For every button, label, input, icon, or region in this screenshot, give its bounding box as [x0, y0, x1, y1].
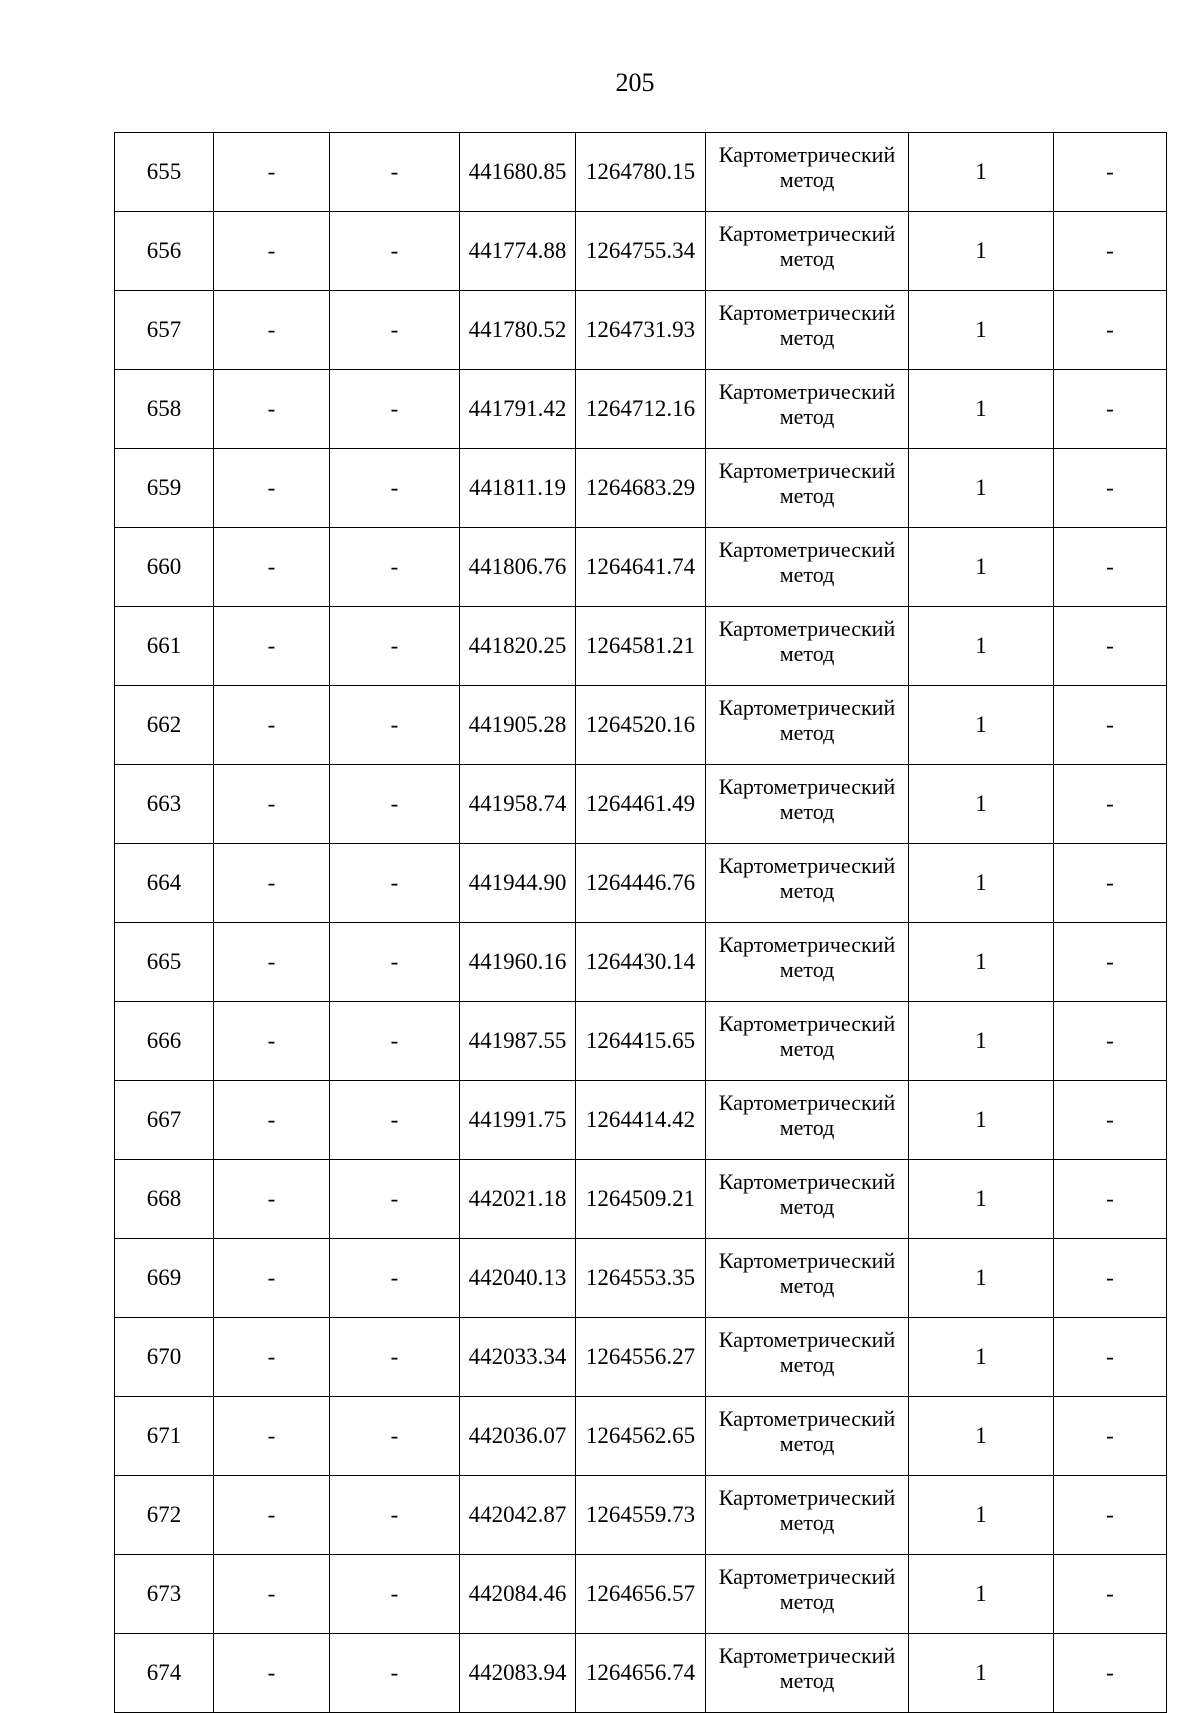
x-coordinate-cell: 441960.16 — [460, 923, 576, 1002]
empty-cell: - — [330, 133, 460, 212]
empty-cell: - — [330, 370, 460, 449]
empty-cell: - — [330, 449, 460, 528]
x-coordinate-cell: 441791.42 — [460, 370, 576, 449]
empty-cell: - — [214, 686, 330, 765]
point-number-cell: 662 — [115, 686, 214, 765]
description-cell: - — [1054, 1634, 1167, 1713]
empty-cell: - — [330, 607, 460, 686]
table-body — [115, 133, 1167, 1713]
accuracy-cell: 1 — [909, 1397, 1054, 1476]
empty-cell: - — [330, 1081, 460, 1160]
y-coordinate-cell: 1264712.16 — [576, 370, 706, 449]
method-cell: Картометрический метод — [706, 607, 909, 686]
method-cell: Картометрический метод — [706, 1002, 909, 1081]
empty-cell: - — [214, 1476, 330, 1555]
empty-cell: - — [330, 765, 460, 844]
table-row — [115, 844, 1167, 923]
y-coordinate-cell: 1264656.74 — [576, 1634, 706, 1713]
empty-cell: - — [214, 1555, 330, 1634]
empty-cell: - — [214, 212, 330, 291]
x-coordinate-cell: 442036.07 — [460, 1397, 576, 1476]
description-cell: - — [1054, 844, 1167, 923]
point-number-cell: 655 — [115, 133, 214, 212]
point-number-cell: 669 — [115, 1239, 214, 1318]
table-row — [115, 1634, 1167, 1713]
y-coordinate-cell: 1264415.65 — [576, 1002, 706, 1081]
y-coordinate-cell: 1264581.21 — [576, 607, 706, 686]
x-coordinate-cell: 441780.52 — [460, 291, 576, 370]
page-number: 205 — [615, 68, 655, 97]
empty-cell: - — [214, 923, 330, 1002]
empty-cell: - — [214, 844, 330, 923]
table-row — [115, 212, 1167, 291]
y-coordinate-cell: 1264780.15 — [576, 133, 706, 212]
description-cell: - — [1054, 923, 1167, 1002]
x-coordinate-cell: 442083.94 — [460, 1634, 576, 1713]
y-coordinate-cell: 1264509.21 — [576, 1160, 706, 1239]
accuracy-cell: 1 — [909, 133, 1054, 212]
empty-cell: - — [330, 923, 460, 1002]
description-cell: - — [1054, 291, 1167, 370]
y-coordinate-cell: 1264731.93 — [576, 291, 706, 370]
accuracy-cell: 1 — [909, 607, 1054, 686]
table-row — [115, 370, 1167, 449]
table-row — [115, 923, 1167, 1002]
description-cell: - — [1054, 1160, 1167, 1239]
table-row — [115, 291, 1167, 370]
point-number-cell: 668 — [115, 1160, 214, 1239]
empty-cell: - — [330, 1397, 460, 1476]
table-row — [115, 1476, 1167, 1555]
table-row — [115, 133, 1167, 212]
accuracy-cell: 1 — [909, 291, 1054, 370]
method-cell: Картометрический метод — [706, 923, 909, 1002]
table-row — [115, 765, 1167, 844]
y-coordinate-cell: 1264641.74 — [576, 528, 706, 607]
empty-cell: - — [214, 1160, 330, 1239]
y-coordinate-cell: 1264520.16 — [576, 686, 706, 765]
table-row — [115, 449, 1167, 528]
empty-cell: - — [214, 607, 330, 686]
y-coordinate-cell: 1264683.29 — [576, 449, 706, 528]
table-row — [115, 1160, 1167, 1239]
x-coordinate-cell: 441811.19 — [460, 449, 576, 528]
method-cell: Картометрический метод — [706, 1555, 909, 1634]
method-cell: Картометрический метод — [706, 1081, 909, 1160]
y-coordinate-cell: 1264446.76 — [576, 844, 706, 923]
description-cell: - — [1054, 528, 1167, 607]
accuracy-cell: 1 — [909, 1002, 1054, 1081]
accuracy-cell: 1 — [909, 449, 1054, 528]
point-number-cell: 666 — [115, 1002, 214, 1081]
method-cell: Картометрический метод — [706, 765, 909, 844]
y-coordinate-cell: 1264430.14 — [576, 923, 706, 1002]
table-row — [115, 686, 1167, 765]
x-coordinate-cell: 441958.74 — [460, 765, 576, 844]
accuracy-cell: 1 — [909, 1555, 1054, 1634]
empty-cell: - — [330, 1002, 460, 1081]
accuracy-cell: 1 — [909, 528, 1054, 607]
empty-cell: - — [330, 844, 460, 923]
table-row — [115, 1239, 1167, 1318]
coordinates-table — [114, 132, 1167, 1713]
accuracy-cell: 1 — [909, 212, 1054, 291]
y-coordinate-cell: 1264559.73 — [576, 1476, 706, 1555]
accuracy-cell: 1 — [909, 1239, 1054, 1318]
x-coordinate-cell: 442021.18 — [460, 1160, 576, 1239]
method-cell: Картометрический метод — [706, 449, 909, 528]
accuracy-cell: 1 — [909, 923, 1054, 1002]
accuracy-cell: 1 — [909, 686, 1054, 765]
table-row — [115, 528, 1167, 607]
x-coordinate-cell: 442042.87 — [460, 1476, 576, 1555]
empty-cell: - — [214, 1081, 330, 1160]
point-number-cell: 659 — [115, 449, 214, 528]
y-coordinate-cell: 1264553.35 — [576, 1239, 706, 1318]
point-number-cell: 657 — [115, 291, 214, 370]
description-cell: - — [1054, 607, 1167, 686]
description-cell: - — [1054, 1002, 1167, 1081]
table-row — [115, 1002, 1167, 1081]
x-coordinate-cell: 442084.46 — [460, 1555, 576, 1634]
y-coordinate-cell: 1264562.65 — [576, 1397, 706, 1476]
method-cell: Картометрический метод — [706, 1634, 909, 1713]
y-coordinate-cell: 1264414.42 — [576, 1081, 706, 1160]
method-cell: Картометрический метод — [706, 212, 909, 291]
accuracy-cell: 1 — [909, 844, 1054, 923]
description-cell: - — [1054, 133, 1167, 212]
method-cell: Картометрический метод — [706, 133, 909, 212]
empty-cell: - — [330, 1160, 460, 1239]
method-cell: Картометрический метод — [706, 686, 909, 765]
empty-cell: - — [214, 370, 330, 449]
empty-cell: - — [330, 528, 460, 607]
method-cell: Картометрический метод — [706, 1476, 909, 1555]
table-row — [115, 1397, 1167, 1476]
empty-cell: - — [214, 1318, 330, 1397]
accuracy-cell: 1 — [909, 370, 1054, 449]
x-coordinate-cell: 441987.55 — [460, 1002, 576, 1081]
accuracy-cell: 1 — [909, 1634, 1054, 1713]
empty-cell: - — [330, 1476, 460, 1555]
method-cell: Картометрический метод — [706, 1160, 909, 1239]
table-row — [115, 1081, 1167, 1160]
x-coordinate-cell: 441991.75 — [460, 1081, 576, 1160]
point-number-cell: 667 — [115, 1081, 214, 1160]
description-cell: - — [1054, 1476, 1167, 1555]
point-number-cell: 656 — [115, 212, 214, 291]
description-cell: - — [1054, 370, 1167, 449]
point-number-cell: 660 — [115, 528, 214, 607]
empty-cell: - — [330, 1318, 460, 1397]
accuracy-cell: 1 — [909, 1081, 1054, 1160]
accuracy-cell: 1 — [909, 765, 1054, 844]
description-cell: - — [1054, 449, 1167, 528]
empty-cell: - — [214, 449, 330, 528]
description-cell: - — [1054, 1081, 1167, 1160]
y-coordinate-cell: 1264556.27 — [576, 1318, 706, 1397]
description-cell: - — [1054, 1318, 1167, 1397]
empty-cell: - — [214, 1239, 330, 1318]
point-number-cell: 658 — [115, 370, 214, 449]
x-coordinate-cell: 442033.34 — [460, 1318, 576, 1397]
method-cell: Картометрический метод — [706, 528, 909, 607]
table-row — [115, 607, 1167, 686]
point-number-cell: 673 — [115, 1555, 214, 1634]
point-number-cell: 663 — [115, 765, 214, 844]
empty-cell: - — [214, 1002, 330, 1081]
point-number-cell: 661 — [115, 607, 214, 686]
point-number-cell: 670 — [115, 1318, 214, 1397]
empty-cell: - — [214, 1397, 330, 1476]
point-number-cell: 671 — [115, 1397, 214, 1476]
point-number-cell: 664 — [115, 844, 214, 923]
empty-cell: - — [330, 1555, 460, 1634]
empty-cell: - — [330, 1634, 460, 1713]
description-cell: - — [1054, 765, 1167, 844]
description-cell: - — [1054, 1397, 1167, 1476]
description-cell: - — [1054, 212, 1167, 291]
x-coordinate-cell: 442040.13 — [460, 1239, 576, 1318]
method-cell: Картометрический метод — [706, 844, 909, 923]
x-coordinate-cell: 441680.85 — [460, 133, 576, 212]
description-cell: - — [1054, 686, 1167, 765]
empty-cell: - — [214, 765, 330, 844]
empty-cell: - — [330, 212, 460, 291]
x-coordinate-cell: 441774.88 — [460, 212, 576, 291]
x-coordinate-cell: 441944.90 — [460, 844, 576, 923]
x-coordinate-cell: 441820.25 — [460, 607, 576, 686]
method-cell: Картометрический метод — [706, 1397, 909, 1476]
accuracy-cell: 1 — [909, 1476, 1054, 1555]
table-row — [115, 1318, 1167, 1397]
empty-cell: - — [214, 528, 330, 607]
empty-cell: - — [214, 291, 330, 370]
description-cell: - — [1054, 1239, 1167, 1318]
x-coordinate-cell: 441806.76 — [460, 528, 576, 607]
table-row — [115, 1555, 1167, 1634]
empty-cell: - — [330, 686, 460, 765]
method-cell: Картометрический метод — [706, 291, 909, 370]
y-coordinate-cell: 1264461.49 — [576, 765, 706, 844]
y-coordinate-cell: 1264755.34 — [576, 212, 706, 291]
description-cell: - — [1054, 1555, 1167, 1634]
empty-cell: - — [330, 1239, 460, 1318]
y-coordinate-cell: 1264656.57 — [576, 1555, 706, 1634]
accuracy-cell: 1 — [909, 1318, 1054, 1397]
x-coordinate-cell: 441905.28 — [460, 686, 576, 765]
method-cell: Картометрический метод — [706, 370, 909, 449]
empty-cell: - — [214, 1634, 330, 1713]
point-number-cell: 672 — [115, 1476, 214, 1555]
empty-cell: - — [214, 133, 330, 212]
point-number-cell: 665 — [115, 923, 214, 1002]
point-number-cell: 674 — [115, 1634, 214, 1713]
method-cell: Картометрический метод — [706, 1239, 909, 1318]
empty-cell: - — [330, 291, 460, 370]
accuracy-cell: 1 — [909, 1160, 1054, 1239]
method-cell: Картометрический метод — [706, 1318, 909, 1397]
